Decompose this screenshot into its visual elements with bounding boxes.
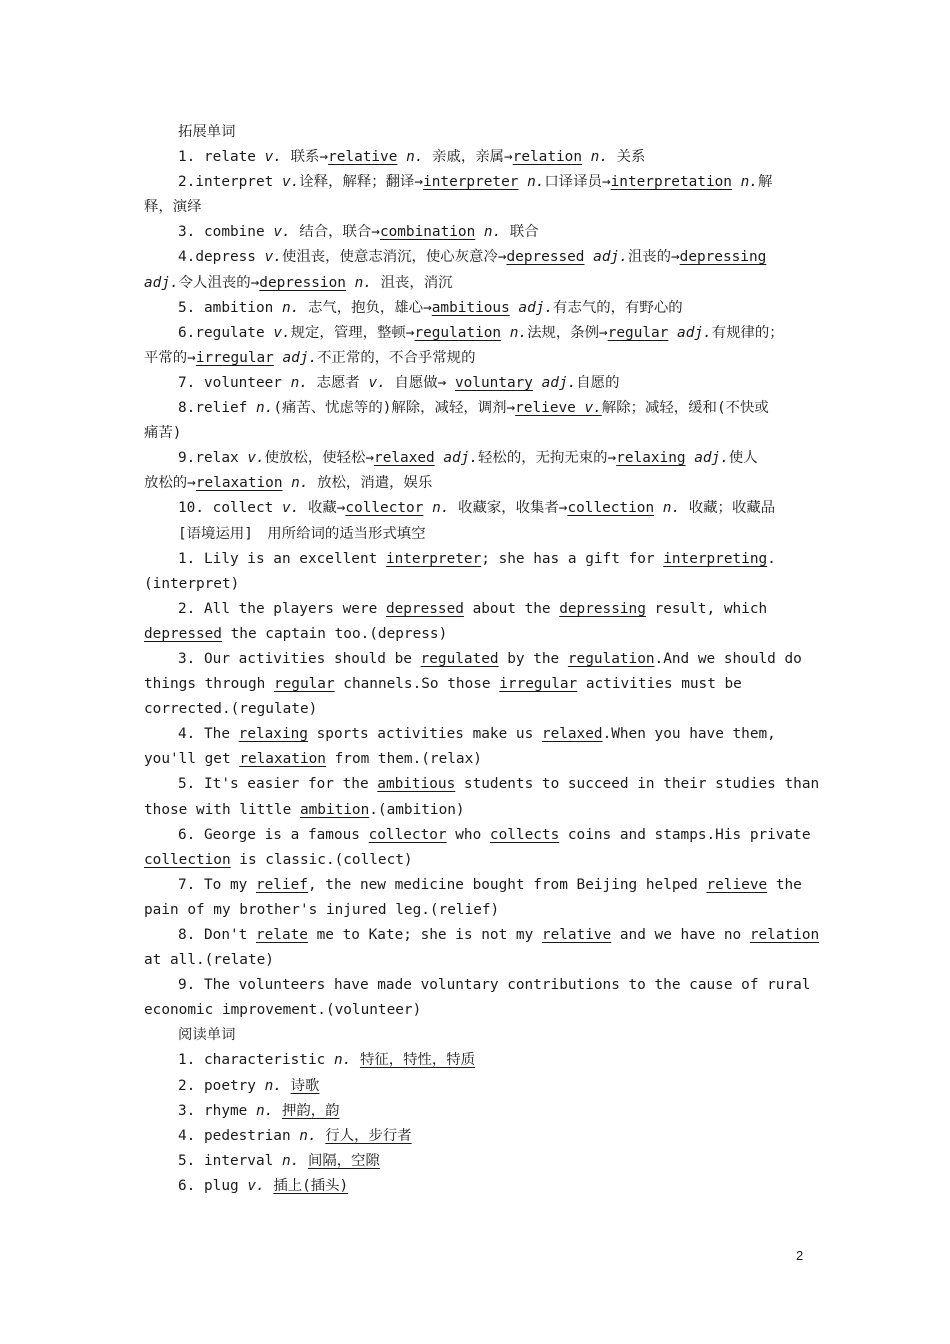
- text-run: 5. interval: [178, 1152, 282, 1169]
- answer-text: relief: [255, 876, 308, 893]
- text-run: is classic.(collect): [230, 851, 413, 868]
- text-run: students to succeed in their studies than: [455, 776, 820, 793]
- text-run: by the: [498, 650, 568, 667]
- text-run: 5. ambition: [178, 299, 282, 316]
- part-of-speech: n.: [264, 1077, 282, 1094]
- line-expand-4b: [144, 271, 812, 296]
- line-expand-10: [144, 496, 812, 521]
- text-run: 8. Don't: [178, 927, 256, 943]
- part-of-speech: v.: [281, 174, 300, 191]
- part-of-speech: v.: [368, 374, 386, 391]
- text-run: [273, 1103, 282, 1119]
- line-read-1: [144, 1048, 812, 1073]
- text-run: [668, 325, 677, 341]
- answer-text: regulated: [420, 650, 499, 667]
- text-run: [397, 149, 406, 165]
- answer-text: ambitious: [431, 299, 510, 316]
- line-ctx-2b: [144, 622, 812, 647]
- answer-text: 插上(插头): [273, 1177, 349, 1194]
- answer-text: irregular: [195, 349, 274, 366]
- part-of-speech: n.: [281, 299, 300, 316]
- line-expand-9a: [144, 446, 812, 471]
- text-run: [274, 350, 283, 366]
- part-of-speech: v.: [273, 324, 291, 341]
- text-run: 志愿者: [307, 374, 369, 391]
- part-of-speech: adj.: [593, 249, 628, 266]
- answer-text: ambition: [299, 801, 370, 818]
- line-expand-2b: [144, 195, 812, 220]
- document-body: [144, 120, 820, 1199]
- text-run: ; she has a gift for: [481, 550, 664, 567]
- line-ctx-6a: [144, 823, 812, 848]
- part-of-speech: n.: [527, 174, 545, 191]
- text-run: 1. Lily is an excellent: [178, 550, 386, 567]
- line-ctx-1b: [144, 572, 812, 597]
- line-ctx-6b: [144, 848, 812, 873]
- answer-text: interpreter: [423, 174, 519, 191]
- text-run: [475, 224, 484, 240]
- answer-text: regular: [607, 324, 669, 341]
- answer-text: v.: [584, 400, 602, 417]
- text-run: 诠释，解释；翻译→: [299, 174, 424, 191]
- line-ctx-1a: [144, 547, 812, 572]
- text-run: corrected.(regulate): [144, 701, 318, 718]
- text-run: 轻松的，无拘无束的→: [478, 450, 617, 467]
- line-ctx-8a: [144, 923, 820, 948]
- text-run: 6. George is a famous: [178, 826, 369, 843]
- text-run: [265, 1178, 274, 1194]
- part-of-speech: n.: [590, 149, 608, 166]
- answer-text: relate: [255, 927, 308, 943]
- text-run: things through: [144, 676, 274, 693]
- text-run: [317, 1128, 326, 1144]
- part-of-speech: adj.: [443, 450, 479, 467]
- line-read-4: [144, 1124, 812, 1149]
- answer-text: depressed: [385, 600, 464, 617]
- answer-text: ambitious: [377, 776, 456, 793]
- line-ctx-9a: [144, 973, 812, 998]
- text-run: 令人沮丧的→: [178, 274, 260, 291]
- text-run: 沮丧，消沉: [371, 274, 453, 291]
- text-run: at all.(relate): [144, 952, 274, 969]
- part-of-speech: n.: [406, 149, 424, 166]
- line-expand-6b: [144, 346, 812, 371]
- text-run: result, which: [645, 600, 768, 617]
- text-run: 释，演绎: [144, 199, 202, 216]
- text-run: , the new medicine bought from Beijing helped: [307, 876, 707, 893]
- answer-text: relaxing: [238, 726, 308, 743]
- text-run: activities must be: [577, 676, 742, 693]
- text-run: 志气，抱负，雄心→: [299, 299, 432, 316]
- line-ctx-7a: [144, 873, 812, 898]
- text-run: 收藏家，收集者→: [449, 500, 568, 517]
- answer-text: collector: [368, 826, 447, 843]
- line-expand-8a: [144, 396, 812, 421]
- answer-text: collection: [144, 851, 231, 868]
- text-run: 拓展单词: [178, 124, 236, 140]
- line-ctx-8b: [144, 948, 812, 973]
- text-run: 放松，消遣，娱乐: [308, 475, 433, 492]
- text-run: (interpret): [144, 575, 240, 592]
- line-expand-5: [144, 296, 812, 321]
- text-run: [582, 149, 591, 165]
- line-expand-3: [144, 220, 812, 245]
- part-of-speech: adj.: [144, 274, 179, 291]
- part-of-speech: n.: [291, 475, 309, 492]
- part-of-speech: n.: [662, 500, 681, 517]
- part-of-speech: n.: [255, 400, 274, 417]
- answer-text: relaxing: [616, 450, 686, 467]
- line-expand-2a: [144, 170, 812, 195]
- line-ctx-4b: [144, 747, 812, 772]
- text-run: 3. combine: [178, 224, 274, 241]
- text-run: .When you have them,: [602, 726, 776, 743]
- text-run: you'll get: [144, 751, 240, 768]
- text-run: those with little: [144, 801, 300, 818]
- text-run: 2. poetry: [178, 1077, 265, 1094]
- part-of-speech: n.: [299, 1127, 317, 1144]
- text-run: 不正常的，不合乎常规的: [317, 349, 476, 366]
- text-run: coins and stamps.His private: [559, 826, 811, 843]
- text-run: 痛苦): [144, 425, 182, 442]
- page-number: 2: [796, 1248, 804, 1263]
- text-run: .(ambition): [369, 801, 465, 818]
- text-run: channels.So those: [334, 676, 500, 693]
- text-run: 9. The volunteers have made voluntary contributions to the cause of rural: [178, 977, 811, 994]
- text-run: the captain too.(depress): [221, 625, 448, 642]
- answer-text: regulation: [414, 324, 502, 341]
- line-reading-title: [144, 1023, 812, 1048]
- answer-text: interpreter: [385, 550, 482, 567]
- line-ctx-7b: [144, 898, 812, 923]
- text-run: from them.(relax): [325, 751, 482, 768]
- text-run: .And we should do: [654, 650, 802, 667]
- text-run: 4.depress: [178, 249, 265, 266]
- line-expand-4a: [144, 245, 812, 270]
- part-of-speech: n.: [290, 374, 308, 391]
- answer-text: relation: [512, 149, 582, 166]
- text-run: 亲戚，亲属→: [423, 149, 513, 166]
- text-run: 4. The: [178, 726, 239, 743]
- part-of-speech: v.: [247, 450, 265, 467]
- text-run: [533, 375, 542, 391]
- answer-text: collector: [345, 500, 424, 517]
- text-run: [282, 475, 291, 491]
- answer-text: combination: [379, 224, 476, 241]
- text-run: 联系→: [281, 149, 329, 166]
- text-run: 规定，管理，整顿→: [290, 324, 415, 341]
- text-run: 9.relax: [178, 450, 248, 467]
- answer-text: relaxed: [374, 450, 435, 467]
- answer-text: depressing: [679, 249, 767, 266]
- line-expand-9b: [144, 471, 812, 496]
- text-run: 使放松，使轻松→: [264, 450, 375, 467]
- part-of-speech: v.: [264, 149, 282, 166]
- part-of-speech: n.: [740, 174, 758, 191]
- text-run: 2. All the players were: [178, 600, 386, 617]
- part-of-speech: adj.: [694, 450, 729, 467]
- answer-text: depression: [259, 274, 346, 291]
- answer-text: relation: [749, 927, 820, 943]
- answer-text: depressing: [559, 600, 646, 617]
- answer-text: 押韵，韵: [281, 1102, 340, 1119]
- line-read-6: [144, 1174, 812, 1199]
- text-run: 6.regulate: [178, 324, 274, 341]
- answer-text: relaxation: [195, 475, 283, 492]
- text-run: 口译译员→: [544, 174, 611, 191]
- text-run: [282, 1078, 291, 1094]
- text-run: 使人: [728, 450, 758, 467]
- text-run: 自愿的: [576, 374, 620, 391]
- text-run: 有规律的；: [711, 324, 784, 341]
- part-of-speech: n.: [509, 324, 528, 341]
- answer-text: depressed: [506, 249, 585, 266]
- text-run: 平常的→: [144, 349, 196, 366]
- text-run: 使沮丧，使意志消沉，使心灰意冷→: [281, 249, 507, 266]
- part-of-speech: n.: [281, 1152, 300, 1169]
- text-run: 法规，条例→: [527, 324, 608, 341]
- text-run: sports activities make us: [307, 726, 542, 743]
- answer-text: 特征，特性，特质: [359, 1052, 476, 1069]
- part-of-speech: adj.: [518, 299, 554, 316]
- part-of-speech: v.: [247, 1177, 265, 1194]
- part-of-speech: n.: [354, 274, 372, 291]
- part-of-speech: adj.: [541, 374, 577, 391]
- line-expand-1: [144, 145, 812, 170]
- answer-text: irregular: [499, 676, 578, 693]
- text-run: 10. collect: [178, 500, 282, 517]
- line-expand-6a: [144, 321, 812, 346]
- text-run: [299, 1153, 308, 1169]
- answer-text: interpreting: [663, 550, 768, 567]
- text-run: 有志气的，有野心的: [553, 299, 683, 316]
- text-run: 4. pedestrian: [178, 1127, 300, 1144]
- text-run: 阅读单词: [178, 1027, 236, 1044]
- answer-text: relaxation: [239, 751, 326, 768]
- text-run: who: [446, 826, 490, 843]
- text-run: [654, 500, 663, 516]
- text-run: .: [767, 550, 776, 567]
- text-run: 解除；减轻，缓和(不快或: [601, 400, 769, 417]
- text-run: 6. plug: [178, 1177, 248, 1194]
- answer-text: relative: [328, 149, 398, 166]
- line-ctx-2a: [144, 597, 812, 622]
- line-expand-8b: [144, 421, 812, 446]
- answer-text: depressed: [144, 625, 222, 642]
- line-expand-7: [144, 371, 812, 396]
- text-run: and we have no: [611, 927, 750, 943]
- text-run: [686, 450, 695, 466]
- text-run: [346, 275, 355, 291]
- text-run: pain of my brother's injured leg.(relief): [144, 901, 500, 918]
- answer-text: 诗歌: [290, 1077, 320, 1094]
- text-run: 联合: [501, 224, 539, 241]
- line-expand-title: [144, 120, 812, 145]
- answer-text: relaxed: [541, 726, 603, 743]
- text-run: 自愿做→: [385, 374, 455, 391]
- answer-text: regular: [273, 676, 335, 693]
- line-ctx-9b: [144, 998, 812, 1023]
- part-of-speech: adj.: [282, 349, 318, 366]
- text-run: [语境运用] 用所给词的适当形式填空: [178, 525, 426, 542]
- part-of-speech: n.: [255, 1102, 274, 1119]
- answer-text: relieve: [706, 876, 768, 893]
- text-run: 7. volunteer: [178, 374, 291, 391]
- text-run: 1. characteristic: [178, 1052, 334, 1069]
- line-read-3: [144, 1099, 812, 1124]
- answer-text: interpretation: [610, 174, 732, 191]
- part-of-speech: n.: [333, 1052, 352, 1069]
- part-of-speech: adj.: [677, 324, 712, 341]
- line-context-title: [144, 522, 812, 547]
- text-run: [351, 1052, 360, 1068]
- text-run: about the: [463, 600, 560, 617]
- line-ctx-3a: [144, 647, 812, 672]
- line-ctx-4a: [144, 722, 812, 747]
- text-run: [584, 249, 593, 265]
- answer-text: regulation: [567, 650, 655, 667]
- text-run: [501, 325, 510, 341]
- answer-text: 间隔，空隙: [307, 1152, 380, 1169]
- line-ctx-5a: [144, 772, 820, 797]
- part-of-speech: v.: [264, 249, 282, 266]
- text-run: the: [767, 876, 802, 893]
- text-run: 7. To my: [178, 876, 256, 893]
- part-of-speech: v.: [281, 500, 300, 517]
- text-run: 收藏→: [299, 500, 346, 517]
- answer-text: relative: [541, 927, 612, 943]
- line-ctx-3c: [144, 697, 812, 722]
- text-run: 8.relief: [178, 400, 256, 417]
- text-run: economic improvement.(volunteer): [144, 1002, 422, 1019]
- text-run: 放松的→: [144, 475, 196, 492]
- part-of-speech: v.: [273, 224, 291, 241]
- answer-text: relieve: [515, 400, 585, 417]
- text-run: 关系: [608, 149, 646, 166]
- text-run: me to Kate; she is not my: [307, 927, 542, 943]
- text-run: 沮丧的→: [627, 249, 680, 266]
- part-of-speech: n.: [483, 224, 502, 241]
- line-ctx-5b: [144, 798, 812, 823]
- line-read-2: [144, 1074, 812, 1099]
- answer-text: collects: [489, 826, 560, 843]
- text-run: [732, 174, 741, 190]
- text-run: (痛苦、忧虑等的)解除，减轻，调剂→: [273, 400, 516, 417]
- answer-text: voluntary: [454, 374, 533, 391]
- text-run: 5. It's easier for the: [178, 776, 378, 793]
- text-run: 结合，联合→: [290, 224, 380, 241]
- text-run: 2.interpret: [178, 174, 282, 191]
- text-run: 收藏；收藏品: [680, 500, 776, 517]
- answer-text: 行人，步行者: [325, 1127, 412, 1144]
- text-run: [423, 500, 432, 516]
- part-of-speech: n.: [432, 500, 450, 517]
- text-run: 1. relate: [178, 149, 265, 166]
- text-run: [518, 174, 527, 190]
- text-run: 3. Our activities should be: [178, 650, 421, 667]
- line-read-5: [144, 1149, 812, 1174]
- line-ctx-3b: [144, 672, 812, 697]
- text-run: 解: [757, 174, 773, 191]
- answer-text: collection: [567, 500, 655, 517]
- text-run: 3. rhyme: [178, 1102, 256, 1119]
